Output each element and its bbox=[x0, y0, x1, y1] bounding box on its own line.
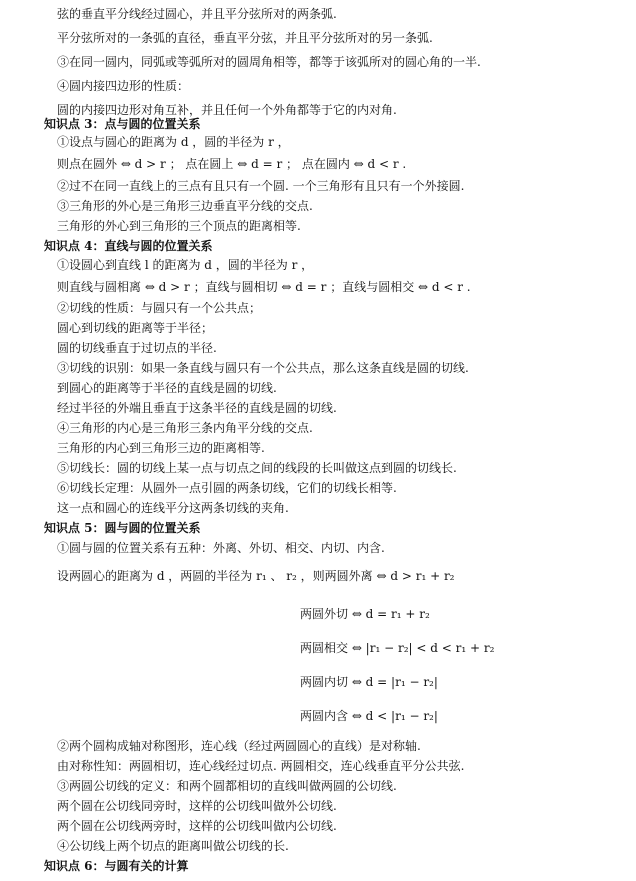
text-line: ③两圆公切线的定义：和两个圆都相切的直线叫做两圆的公切线. bbox=[57, 779, 397, 793]
text-line: 圆的内接四边形对角互补，并且任何一个外角都等于它的内对角. bbox=[57, 103, 397, 117]
section-5-heading: 知识点 5：圆与圆的位置关系 bbox=[44, 521, 201, 535]
text-line: ①设点与圆心的距离为 d ，圆的半径为 r ， bbox=[57, 135, 290, 149]
formula-external-tangent: 两圆外切 ⇔ d = r₁ + r₂ bbox=[300, 607, 430, 621]
text-line: ②过不在同一直线上的三点有且只有一个圆. 一个三角形有且只有一个外接圆. bbox=[57, 179, 465, 193]
text-line: 两个圆在公切线同旁时，这样的公切线叫做外公切线. bbox=[57, 799, 337, 813]
text-line: ⑤切线长：圆的切线上某一点与切点之间的线段的长叫做这点到圆的切线长. bbox=[57, 461, 457, 475]
text-line: 圆心到切线的距离等于半径； bbox=[57, 321, 214, 335]
text-line: 圆的切线垂直于过切点的半径. bbox=[57, 341, 217, 355]
text-line: ⑥切线长定理：从圆外一点引圆的两条切线，它们的切线长相等. bbox=[57, 481, 397, 495]
text-line: ①圆与圆的位置关系有五种：外离、外切、相交、内切、内含. bbox=[57, 541, 385, 555]
text-line: ①设圆心到直线 l 的距离为 d ，圆的半径为 r ， bbox=[57, 258, 314, 272]
formula-intersect: 两圆相交 ⇔ |r₁ − r₂| < d < r₁ + r₂ bbox=[300, 641, 495, 655]
text-line: 三角形的外心到三角形的三个顶点的距离相等. bbox=[57, 219, 301, 233]
text-line: 两个圆在公切线两旁时，这样的公切线叫做内公切线. bbox=[57, 819, 337, 833]
text-line: 到圆心的距离等于半径的直线是圆的切线. bbox=[57, 381, 277, 395]
text-line: 弦的垂直平分线经过圆心，并且平分弦所对的两条弧. bbox=[57, 7, 337, 21]
formula-internal-tangent: 两圆内切 ⇔ d = |r₁ − r₂| bbox=[300, 675, 438, 689]
formula-contain: 两圆内含 ⇔ d < |r₁ − r₂| bbox=[300, 709, 438, 723]
text-line: ④三角形的内心是三角形三条内角平分线的交点. bbox=[57, 421, 313, 435]
text-line: ②两个圆构成轴对称图形，连心线（经过两圆圆心的直线）是对称轴. bbox=[57, 739, 421, 753]
section-4-heading: 知识点 4：直线与圆的位置关系 bbox=[44, 239, 213, 253]
text-line: ④圆内接四边形的性质： bbox=[57, 79, 190, 93]
text-line: 则直线与圆相离 ⇔ d > r ；直线与圆相切 ⇔ d = r ；直线与圆相交 ⇔ d < r . bbox=[57, 280, 471, 294]
text-line: ③在同一圆内，同弧或等弧所对的圆周角相等，都等于该弧所对的圆心角的一半. bbox=[57, 55, 481, 69]
text-line: 平分弦所对的一条弧的直径，垂直平分弦，并且平分弦所对的另一条弧. bbox=[57, 31, 433, 45]
section-3-heading: 知识点 3：点与圆的位置关系 bbox=[44, 117, 201, 131]
section-6-heading: 知识点 6：与圆有关的计算 bbox=[44, 859, 189, 873]
text-line: ③切线的识别：如果一条直线与圆只有一个公共点，那么这条直线是圆的切线. bbox=[57, 361, 469, 375]
circle-relation-setup: 设两圆心的距离为 d ，两圆的半径为 r₁ 、 r₂ ，则两圆外离 ⇔ d > r₁ + r₂ bbox=[57, 569, 455, 583]
text-line: 经过半径的外端且垂直于这条半径的直线是圆的切线. bbox=[57, 401, 337, 415]
text-line: 则点在圆外 ⇔ d > r ； 点在圆上 ⇔ d = r ； 点在圆内 ⇔ d < r . bbox=[57, 157, 407, 171]
text-line: 三角形的内心到三角形三边的距离相等. bbox=[57, 441, 265, 455]
text-line: ③三角形的外心是三角形三边垂直平分线的交点. bbox=[57, 199, 313, 213]
text-line: ④公切线上两个切点的距离叫做公切线的长. bbox=[57, 839, 289, 853]
text-line: 这一点和圆心的连线平分这两条切线的夹角. bbox=[57, 501, 289, 515]
text-line: 由对称性知：两圆相切，连心线经过切点. 两圆相交，连心线垂直平分公共弦. bbox=[57, 759, 465, 773]
text-line: ②切线的性质：与圆只有一个公共点； bbox=[57, 301, 262, 315]
